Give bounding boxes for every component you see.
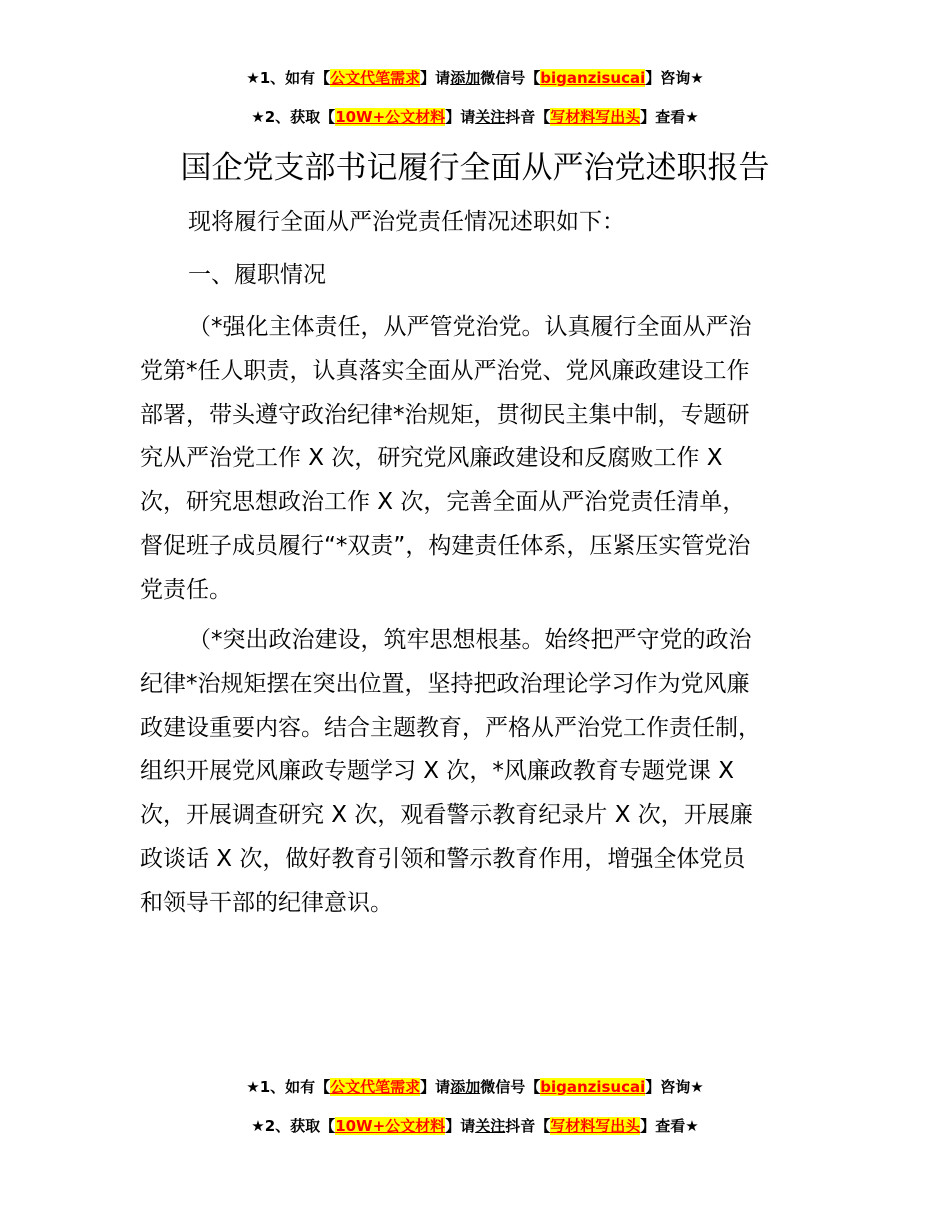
section-heading: 一、履职情况 [188,262,326,288]
intro-paragraph: 现将履行全面从严治党责任情况述职如下： [188,209,625,235]
promo-text: 】查看★ [640,108,699,126]
promo-text: 】请 [420,69,451,87]
promo-text: 】请 [420,1078,451,1096]
promo-text: 】请 [445,1117,476,1135]
promo-text: 】咨询★ [645,1078,704,1096]
promo-text: 微信号【 [480,69,541,87]
paragraph-line: 和领导干部的纪律意识。 [140,889,393,916]
paragraph-2 [140,619,812,926]
promo-highlight: 10W+公文材料 [335,1117,446,1135]
promo-line-2-top [0,107,950,127]
promo-line-1-top [0,68,950,88]
paragraph-line: 组织开展党风廉政专题学习 X 次，*风廉政教育专题党课 X [140,758,734,785]
paragraph-line: （*突出政治建设，筑牢思想根基。始终把严守党的政治 [188,627,752,653]
paragraph-line: 政谈话 X 次，做好教育引领和警示教育作用，增强全体党员 [140,845,746,872]
paragraph-1 [140,306,812,613]
paragraph-line: 部署，带头遵守政治纪律*治规矩，贯彻民主集中制，专题研 [140,401,750,428]
promo-underline: 关注 [475,1117,506,1135]
paragraph-line: 政建设重要内容。结合主题教育，严格从严治党工作责任制， [140,714,761,741]
promo-underline: 关注 [475,108,506,126]
promo-text: ★1、如有【 [246,69,331,87]
paragraph-line: 次，开展调查研究 X 次，观看警示教育纪录片 X 次，开展廉 [140,802,753,829]
promo-highlight: 公文代笔需求 [330,69,421,87]
promo-text: 】咨询★ [645,69,704,87]
promo-underline: 添加 [450,69,481,87]
paragraph-line: 次，研究思想政治工作 X 次，完善全面从严治党责任清单， [140,489,746,516]
promo-text: 】查看★ [640,1117,699,1135]
promo-line-2-bottom [0,1116,950,1136]
promo-text: 抖音【 [505,108,551,126]
promo-highlight: 公文代笔需求 [330,1078,421,1096]
promo-text: ★1、如有【 [246,1078,331,1096]
promo-highlight: biganzisucai [540,1078,646,1096]
paragraph-line: 党第*任人职责，认真落实全面从严治党、党风廉政建设工作 [140,357,750,384]
promo-highlight: 写材料写出头 [550,1117,641,1135]
document-title: 国企党支部书记履行全面从严治党述职报告 [180,150,770,186]
paragraph-line: （*强化主体责任，从严管党治党。认真履行全面从严治 [188,314,752,340]
promo-text: 微信号【 [480,1078,541,1096]
promo-underline: 添加 [450,1078,481,1096]
promo-text: ★2、获取【 [251,108,336,126]
promo-line-1-bottom [0,1077,950,1097]
promo-highlight: 10W+公文材料 [335,108,446,126]
promo-highlight: biganzisucai [540,69,646,87]
promo-text: 】请 [445,108,476,126]
paragraph-line: 党责任。 [140,576,232,603]
promo-text: 抖音【 [505,1117,551,1135]
promo-text: ★2、获取【 [251,1117,336,1135]
paragraph-line: 究从严治党工作 X 次，研究党风廉政建设和反腐败工作 X [140,445,723,472]
paragraph-line: 纪律*治规矩摆在突出位置，坚持把政治理论学习作为党风廉 [140,670,750,697]
promo-highlight: 写材料写出头 [550,108,641,126]
paragraph-line: 督促班子成员履行“*双责”，构建责任体系，压紧压实管党治 [140,532,751,559]
